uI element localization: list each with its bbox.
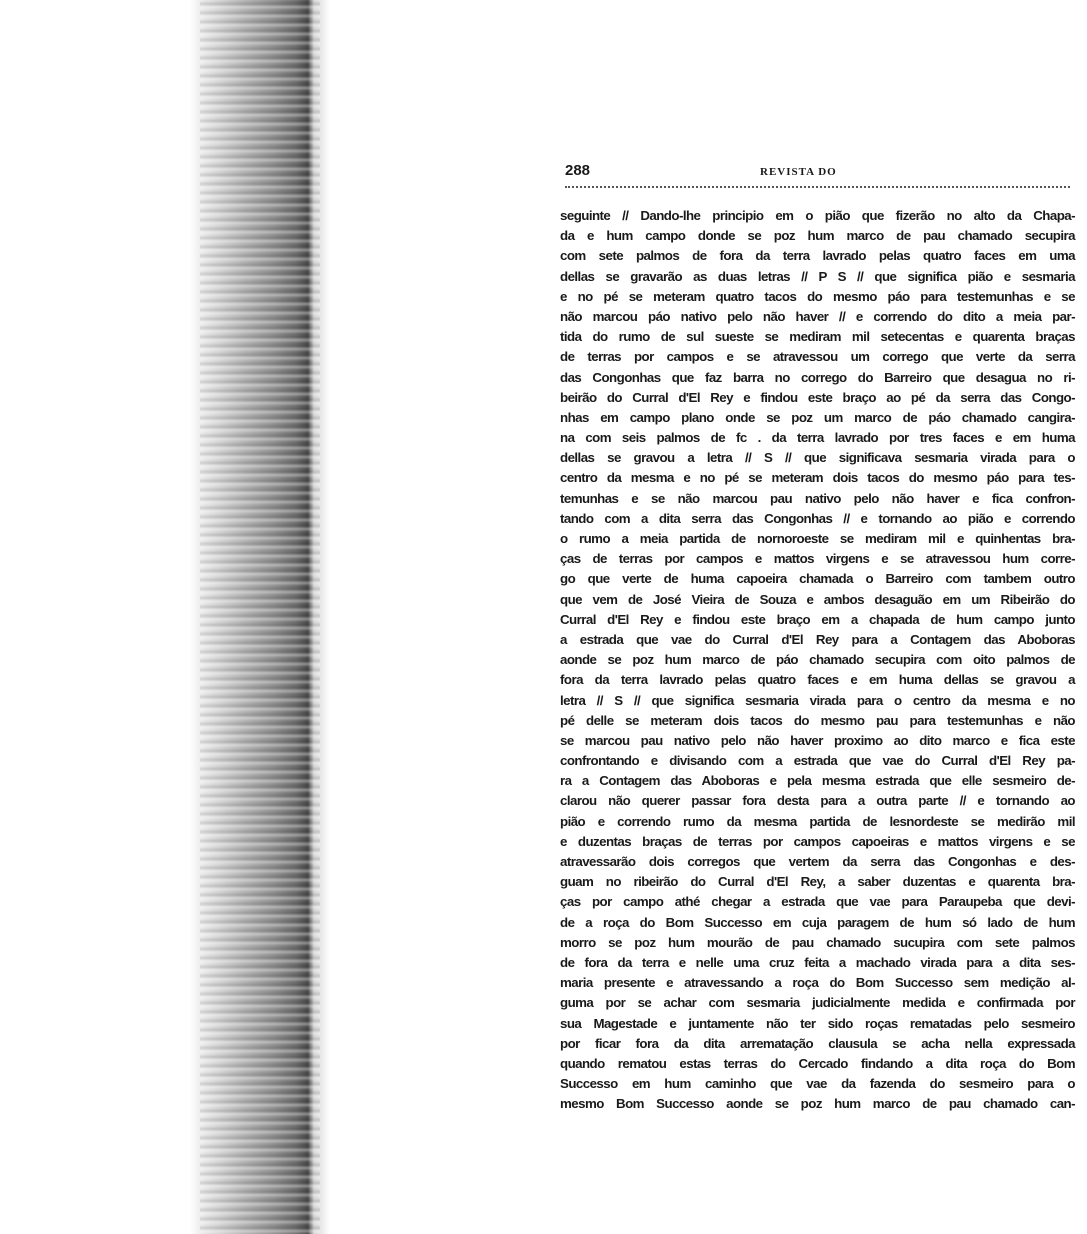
text-line: a estrada que vae do Curral d'El Rey para a Contagem das Aboboras [560, 631, 1075, 647]
text-line: fora da terra lavrado pelas quatro faces e em huma dellas se gravou a [560, 672, 1075, 688]
text-line: ças de terras por campos e mattos virgens e se atravessou hum corre- [560, 551, 1075, 567]
text-line: pião e correndo rumo da mesma partida de lesnordeste se medirão mil [560, 813, 1075, 829]
text-line: se marcou pau nativo pelo não haver proximo ao dito marco e fica este [560, 732, 1075, 748]
text-line: atravessarão dois corregos que vertem da serra das Congonhas e des- [560, 854, 1075, 869]
text-line: temunhas e se não marcou pau nativo pelo não haver e fica confron- [560, 490, 1075, 506]
text-line: Successo em hum caminho que vae da fazenda do sesmeiro para o [560, 1076, 1075, 1092]
text-line: nhas em campo plano onde se poz um marco de páo chamado cangira- [560, 409, 1075, 425]
text-line: quando rematou estas terras do Cercado findando a dita roça do Bom [560, 1055, 1075, 1071]
text-line: aonde se poz hum marco de páo chamado secupira com oito palmos de [560, 652, 1075, 668]
text-line: de fora da terra e nelle uma cruz feita a machado virada para a dita ses- [560, 954, 1075, 970]
text-line: das Congonhas que faz barra no corrego do Barreiro que desagua no ri- [560, 369, 1075, 385]
text-line: da e hum campo donde se poz hum marco de pau chamado secupira [560, 228, 1075, 244]
body-text [560, 206, 1075, 1114]
running-title: REVISTA DO [760, 166, 837, 178]
text-line: mesmo Bom Successo aonde se poz hum marco de pau chamado can- [560, 1096, 1075, 1112]
text-line: de a roça do Bom Successo em cuja paragem de hum só lado de hum [560, 914, 1075, 930]
text-line: dellas se gravarão as duas letras // P S // que significa pião e sesmaria [560, 268, 1075, 284]
text-line: não marcou páo nativo pelo não haver // e correndo do dito a meia par- [560, 308, 1075, 324]
text-line: guma por se achar com sesmaria judicialmente medida e confirmada por [560, 995, 1075, 1011]
text-line: letra // S // que significa sesmaria virada para o centro da mesma e no [560, 692, 1075, 708]
text-line: maria presente e atravessando a roça do Bom Successo sem medição al- [560, 975, 1075, 991]
text-line: centro da mesma e no pé se meteram dois tacos do mesmo páo para tes- [560, 470, 1075, 486]
text-line: por ficar fora da dita arrematação clausula se acha nella expressada [560, 1035, 1075, 1051]
text-line: o rumo a meia partida de nornoroeste se mediram mil e quinhentas bra- [560, 531, 1075, 546]
text-line: e duzentas braças de terras por campos capoeiras e mattos virgens e se [560, 833, 1075, 849]
text-line: dellas se gravou a letra // S // que significava sesmaria virada para o [560, 450, 1075, 466]
text-line: go que verte de huma capoeira chamada o Barreiro com tambem outro [560, 571, 1075, 587]
text-line: pé delle se meteram dois tacos do mesmo pau para testemunhas e não [560, 712, 1075, 728]
text-line: clarou não querer passar fora desta para a outra parte // e tornando ao [560, 793, 1075, 809]
text-line: seguinte // Dando-lhe principio em o pião que fizerão no alto da Chapa- [560, 208, 1075, 223]
text-line: com sete palmos de fora da terra lavrado pelas quatro faces em uma [560, 248, 1075, 264]
text-line: ra a Contagem das Aboboras e pela mesma estrada que elle sesmeiro de- [560, 773, 1075, 789]
text-line: tando com a dita serra das Congonhas // e tornando ao pião e correndo [560, 510, 1075, 526]
text-line: de terras por campos e se atravessou um corrego que verte da serra [560, 349, 1075, 365]
book-spine-shadow [0, 0, 330, 1234]
text-line: morro se poz hum mourão de pau chamado sucupira com sete palmos [560, 934, 1075, 950]
text-line: tida do rumo de sul sueste se mediram mil setecentas e quarenta braças [560, 329, 1075, 345]
text-line: ças por campo athé chegar a estrada que vae para Paraupeba que devi- [560, 894, 1075, 910]
text-line: beirão do Curral d'El Rey e findou este braço ao pé da serra das Congo- [560, 389, 1075, 405]
text-line: que vem de José Vieira de Souza e ambos desaguão em um Ribeirão do [560, 591, 1075, 607]
text-line: guam no ribeirão do Curral d'El Rey, a saber duzentas e quarenta bra- [560, 874, 1075, 890]
page-number: 288 [565, 162, 591, 179]
text-line: sua Magestade e juntamente não ter sido roças rematadas pelo sesmeiro [560, 1015, 1075, 1031]
text-line: na com seis palmos de fc . da terra lavrado por tres faces e em huma [560, 430, 1075, 446]
text-line: e no pé se meteram quatro tacos do mesmo páo para testemunhas e se [560, 288, 1075, 304]
page-header [565, 162, 1070, 188]
text-line: Curral d'El Rey e findou este braço em a chapada de hum campo junto [560, 611, 1075, 627]
text-line: confrontando e divisando com a estrada que vae do Curral d'El Rey pa- [560, 753, 1075, 769]
